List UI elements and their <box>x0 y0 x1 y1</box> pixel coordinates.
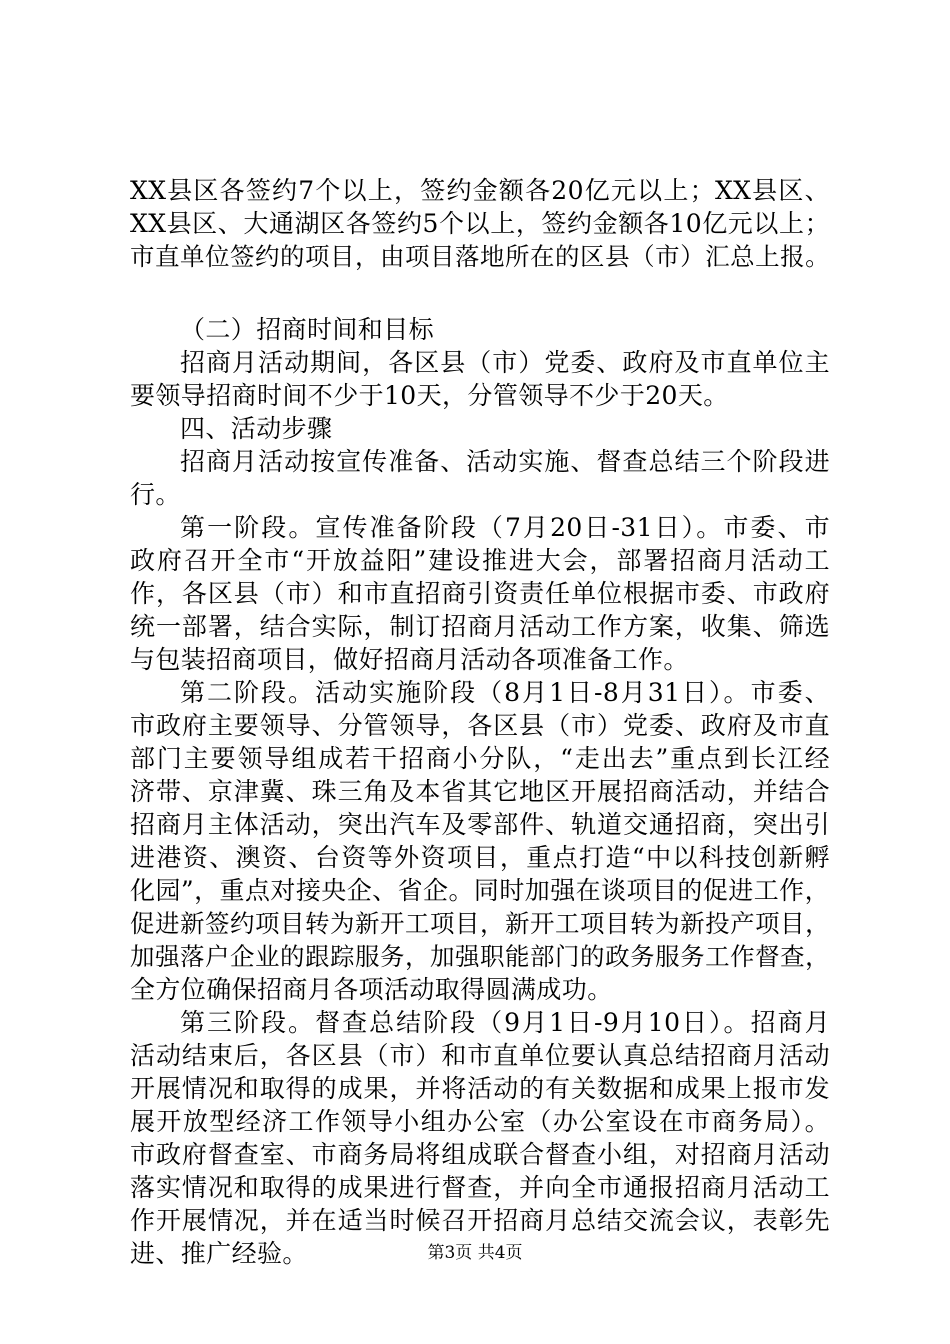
text-line: 市政府主要领导、分管领导，各区县（市）党委、政府及市直 <box>130 711 830 740</box>
text-line: 展开放型经济工作领导小组办公室（办公室设在市商务局）。 <box>130 1107 830 1136</box>
text-line: 促进新签约项目转为新开工项目，新开工项目转为新投产项目， <box>130 909 830 938</box>
text-line: XX县区、大通湖区各签约5个以上，签约金额各10亿元以上； <box>130 209 830 238</box>
text-line: 招商月活动期间，各区县（市）党委、政府及市直单位主 <box>180 348 830 377</box>
text-line: 第二阶段。活动实施阶段（8月1日-8月31日）。市委、 <box>180 678 830 707</box>
text-line: 市直单位签约的项目，由项目落地所在的区县（市）汇总上报。 <box>130 242 830 271</box>
text-line: 作，各区县（市）和市直招商引资责任单位根据市委、市政府 <box>130 579 830 608</box>
text-line: 开展情况和取得的成果，并将活动的有关数据和成果上报市发 <box>130 1074 830 1103</box>
text-line: 部门主要领导组成若干招商小分队，“走出去”重点到长江经 <box>130 744 830 773</box>
text-line: 市政府督查室、市商务局将组成联合督查小组，对招商月活动 <box>130 1140 830 1169</box>
text-line: 进、推广经验。 <box>130 1239 308 1268</box>
text-line: 招商月活动按宣传准备、活动实施、督查总结三个阶段进 <box>180 447 830 476</box>
text-line: 与包装招商项目，做好招商月活动各项准备工作。 <box>130 645 689 674</box>
paragraph-gap <box>130 273 830 313</box>
text-line: 招商月主体活动，突出汽车及零部件、轨道交通招商，突出引 <box>130 810 830 839</box>
text-line: 政府召开全市“开放益阳”建设推进大会，部署招商月活动工 <box>130 546 830 575</box>
section-heading: （二）招商时间和目标 <box>180 315 435 344</box>
text-line: 第一阶段。宣传准备阶段（7月20日-31日）。市委、市 <box>180 513 830 542</box>
text-line: 落实情况和取得的成果进行督查，并向全市通报招商月活动工 <box>130 1173 830 1202</box>
text-line: 活动结束后，各区县（市）和市直单位要认真总结招商月活动 <box>130 1041 830 1070</box>
text-line: 全方位确保招商月各项活动取得圆满成功。 <box>130 975 613 1004</box>
page-number-footer: 第3页 共4页 <box>427 1243 523 1263</box>
text-line: 作开展情况，并在适当时候召开招商月总结交流会议，表彰先 <box>130 1206 830 1235</box>
text-line: 进港资、澳资、台资等外资项目，重点打造“中以科技创新孵 <box>130 843 830 872</box>
text-line: 济带、京津冀、珠三角及本省其它地区开展招商活动，并结合 <box>130 777 830 806</box>
text-line: 第三阶段。督查总结阶段（9月1日-9月10日）。招商月 <box>180 1008 830 1037</box>
section-heading: 四、活动步骤 <box>180 414 333 443</box>
text-line: 加强落户企业的跟踪服务，加强职能部门的政务服务工作督查， <box>130 942 830 971</box>
text-line: 行。 <box>130 480 181 509</box>
document-body <box>130 174 830 1270</box>
text-line: 要领导招商时间不少于10天，分管领导不少于20天。 <box>130 381 729 410</box>
text-line: 化园”，重点对接央企、省企。同时加强在谈项目的促进工作， <box>130 876 830 905</box>
text-line: 统一部署，结合实际，制订招商月活动工作方案，收集、筛选 <box>130 612 830 641</box>
text-line: XX县区各签约7个以上，签约金额各20亿元以上；XX县区、 <box>130 176 830 205</box>
